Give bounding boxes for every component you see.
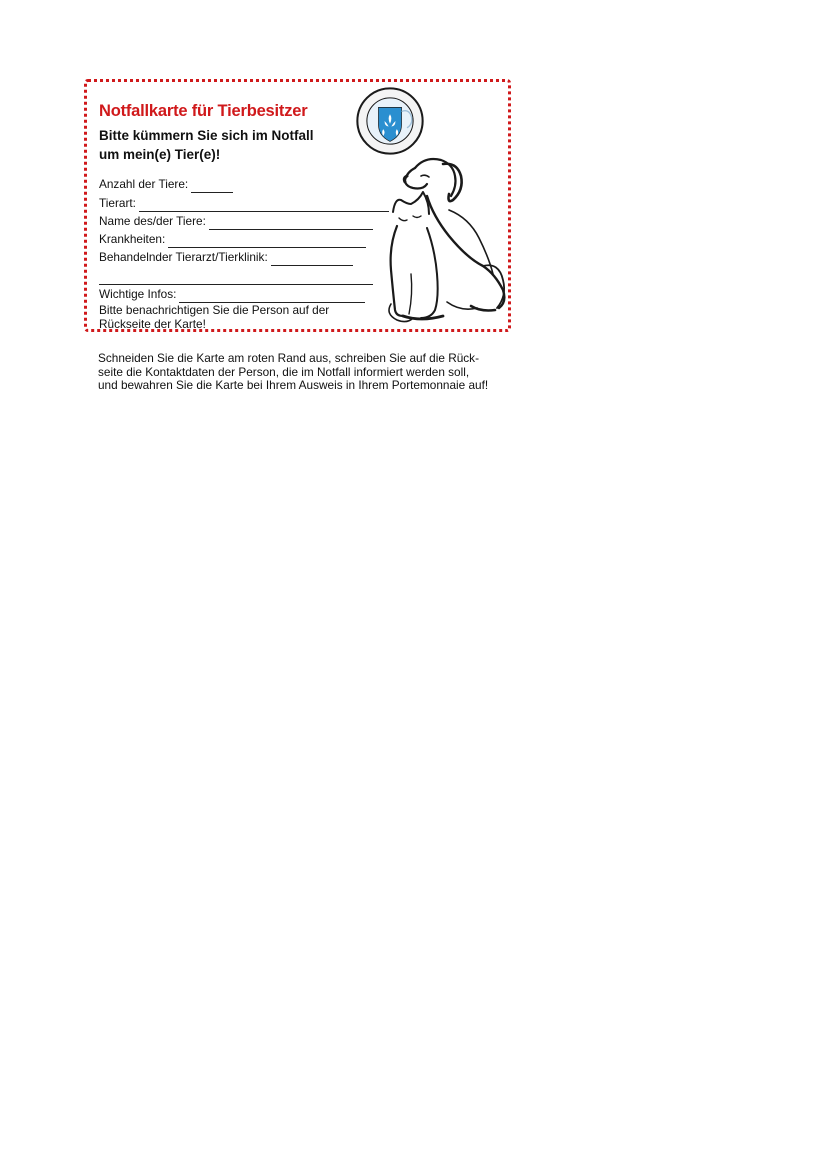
instructions-line-2: seite die Kontaktdaten der Person, die im Notfall informiert werden soll, — [98, 364, 470, 379]
field-krankheiten[interactable] — [99, 230, 399, 248]
card-subtitle-line-1: Bitte kümmern Sie sich im Notfall — [99, 128, 314, 143]
field-tierarzt-continuation[interactable] — [99, 266, 399, 284]
card-notice — [99, 303, 369, 331]
card-subtitle — [99, 126, 349, 164]
field-label: Name des/der Tiere: — [99, 213, 206, 228]
cut-out-instructions — [98, 352, 538, 393]
write-line[interactable] — [139, 200, 389, 212]
field-tierart[interactable] — [99, 193, 399, 211]
field-name-tiere[interactable] — [99, 212, 399, 230]
card-notice-line-2: Rückseite der Karte! — [99, 317, 206, 331]
card-subtitle-line-2: um mein(e) Tier(e)! — [99, 147, 221, 162]
field-label: Krankheiten: — [99, 232, 166, 247]
card-title: Notfallkarte für Tierbesitzer — [99, 102, 308, 120]
card-notice-line-1: Bitte benachrichtigen Sie die Person auf der — [99, 303, 330, 317]
dog-and-cat-outline-icon — [387, 154, 511, 324]
tierschutzverein-seal-icon — [356, 87, 424, 155]
write-line[interactable] — [99, 273, 373, 285]
field-wichtige-infos[interactable] — [99, 285, 399, 303]
write-line[interactable] — [179, 291, 365, 303]
emergency-card — [84, 79, 511, 332]
field-anzahl-tiere[interactable] — [99, 175, 399, 193]
field-label: Wichtige Infos: — [99, 287, 177, 302]
card-fields — [99, 175, 399, 303]
field-label: Tierart: — [99, 195, 136, 210]
write-line[interactable] — [271, 254, 353, 266]
field-tierarzt[interactable] — [99, 248, 399, 266]
field-label: Anzahl der Tiere: — [99, 177, 189, 192]
write-line[interactable] — [191, 181, 233, 193]
instructions-line-1: Schneiden Sie die Karte am roten Rand aus, schreiben Sie auf die Rück- — [98, 351, 479, 365]
write-line[interactable] — [209, 218, 373, 230]
write-line[interactable] — [168, 236, 366, 248]
field-label: Behandelnder Tierarzt/Tierklinik: — [99, 250, 268, 265]
instructions-line-3: und bewahren Sie die Karte bei Ihrem Ausweis in Ihrem Portemonnaie auf! — [98, 378, 489, 392]
